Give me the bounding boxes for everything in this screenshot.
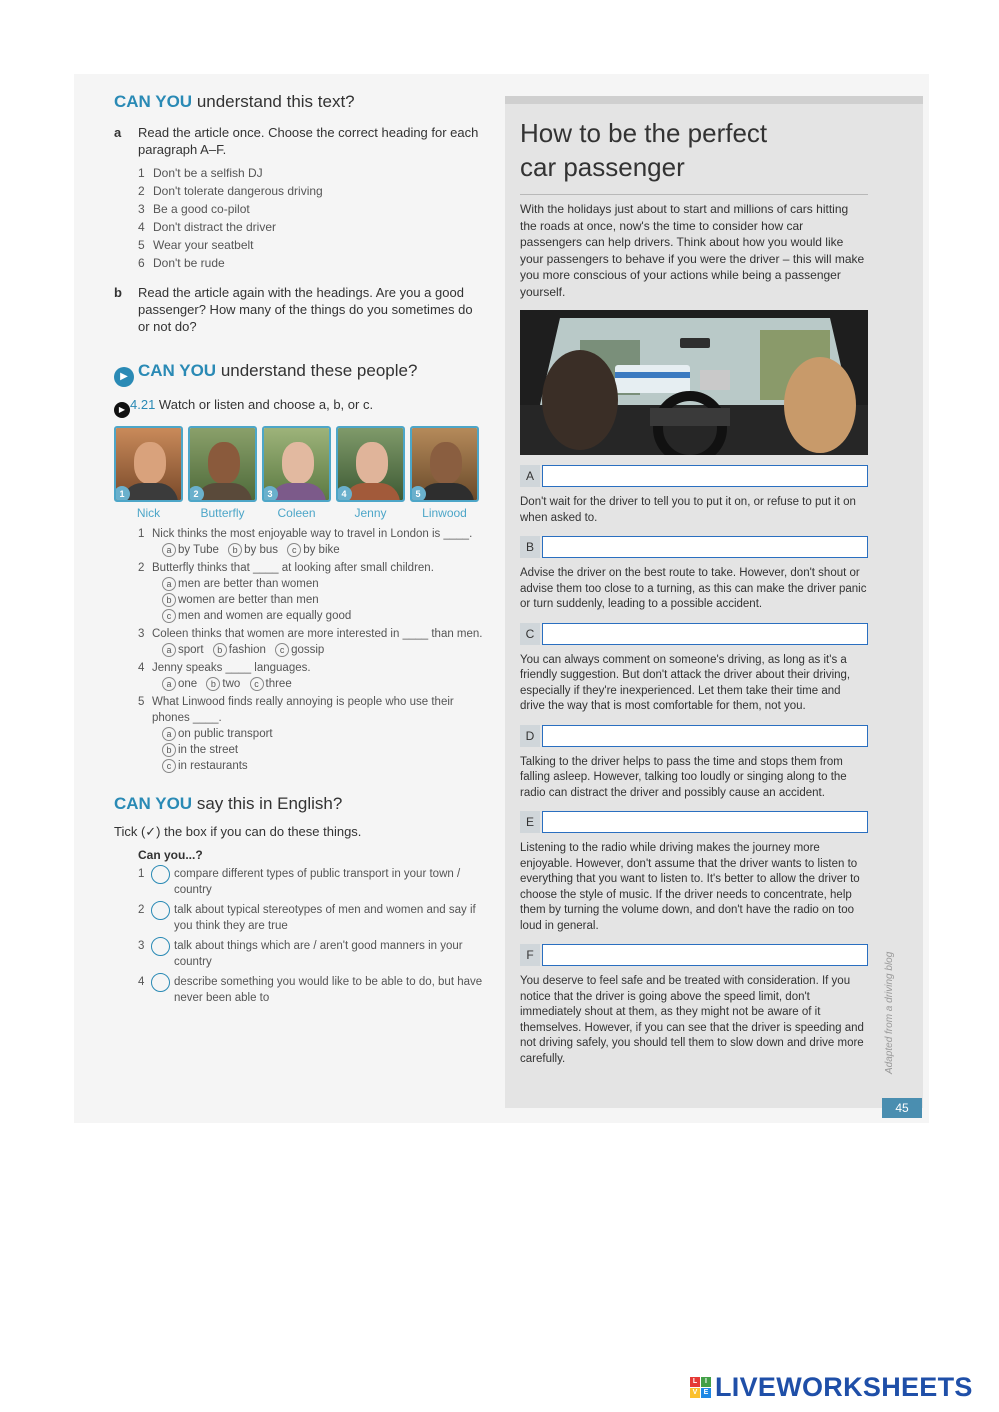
paragraph-b-heading: B — [520, 536, 868, 558]
person-jenny: 4 Jenny — [336, 426, 405, 520]
divider — [520, 194, 868, 195]
heading-item: 5 Wear your seatbelt — [138, 238, 254, 252]
article-panel — [505, 96, 923, 1108]
workbook-page — [74, 74, 929, 1123]
article-title: How to be the perfect car passenger — [520, 118, 768, 182]
option-c[interactable]: c gossip — [275, 642, 324, 658]
person-photo: 2 — [188, 426, 257, 502]
page-number: 45 — [882, 1098, 922, 1118]
option-c[interactable]: c in restaurants — [162, 758, 478, 774]
person-nick: 1 Nick — [114, 426, 183, 520]
paragraph-a-text: Don't wait for the driver to tell you to put it on, or refuse to put it on when asked to. — [520, 496, 856, 524]
liveworksheets-brand: L I V E LIVEWORKSHEETS — [690, 1372, 973, 1403]
option-b[interactable]: b women are better than men — [162, 592, 478, 608]
heading-answer-box-a[interactable] — [542, 465, 868, 487]
section-understand-text-heading: CAN YOU understand this text? — [114, 92, 355, 111]
skill-item: 3 talk about things which are / aren't good manners in your country — [138, 938, 484, 970]
skill-item: 1 compare different types of public transport in your town / country — [138, 866, 484, 898]
section-say-in-english-heading: CAN YOU say this in English? — [114, 794, 343, 813]
heading-answer-box-c[interactable] — [542, 623, 868, 645]
option-b[interactable]: b fashion — [213, 642, 266, 658]
people-photos — [114, 426, 484, 520]
paragraph-d-heading: D — [520, 725, 868, 747]
can-you-label: Can you...? — [138, 848, 203, 862]
heading-answer-box-b[interactable] — [542, 536, 868, 558]
paragraph-c-heading: C — [520, 623, 868, 645]
task-a: a Read the article once. Choose the correct heading for each paragraph A–F. — [114, 125, 479, 157]
source-credit: Adapted from a driving blog — [884, 951, 895, 1074]
headings-list — [138, 164, 484, 272]
person-butterfly: 2 Butterfly — [188, 426, 257, 520]
option-b[interactable]: b two — [206, 676, 240, 692]
tick-instruction: Tick (✓) the box if you can do these things. — [114, 824, 362, 839]
option-a[interactable]: a one — [162, 676, 197, 692]
skill-item: 2 talk about typical stereotypes of men and women and say if you think they are true — [138, 902, 484, 934]
option-b[interactable]: b in the street — [162, 742, 478, 758]
paragraph-d-text: Talking to the driver helps to pass the time and stops them from falling asleep. However, talking too loudly or singing along to the radio can distract the driver and possibly cause an accident. — [520, 755, 847, 799]
liveworksheets-logo-icon: L I V E — [690, 1377, 711, 1398]
section-understand-people-heading: ▶ CAN YOU understand these people? — [114, 361, 484, 387]
person-linwood: 5 Linwood — [410, 426, 479, 520]
question-3: 3 Coleen thinks that women are more interested in ____ than men. a sport b fashion c gossip — [138, 628, 483, 656]
paragraph-e-heading: E — [520, 811, 868, 833]
question-5: 5 What Linwood finds really annoying is people who use their phones ____. a on public transport b in the street c in restaurants — [138, 694, 484, 774]
paragraph-f-heading: F — [520, 944, 868, 966]
question-4: 4 Jenny speaks ____ languages. a one b two c three — [138, 662, 311, 690]
paragraph-c-text: You can always comment on someone's driving, as long as it's a friendly suggestion. But don't attack the driver about their driving, especially if they're inexperienced. Let them take their time and drive the way that is most comfortable for them, not you. — [520, 653, 851, 712]
play-icon[interactable]: ▶ — [114, 367, 134, 387]
paragraph-a-heading: A — [520, 465, 868, 487]
paragraph-e-text: Listening to the radio while driving makes the journey more enjoyable. However, don't assume that the driver wants to listen to everything that you want to listen to. It's better to allow the driver to choose the style of music. If the driver needs to concentrate, help them by turning the volume down, and don't have the radio on too loud in general. — [520, 842, 860, 932]
person-photo: 4 — [336, 426, 405, 502]
tick-box[interactable] — [151, 973, 170, 992]
listening-questions — [138, 526, 484, 774]
audio-play-icon[interactable]: ▶ — [114, 402, 130, 418]
tick-box[interactable] — [151, 865, 170, 884]
person-photo: 3 — [262, 426, 331, 502]
option-c[interactable]: c by bike — [287, 542, 339, 558]
option-c[interactable]: c men and women are equally good — [162, 608, 478, 624]
heading-item: 6 Don't be rude — [138, 256, 225, 270]
car-interior-photo — [520, 310, 868, 455]
heading-item: 4 Don't distract the driver — [138, 220, 277, 234]
heading-answer-box-f[interactable] — [542, 944, 868, 966]
paragraph-f-text: You deserve to feel safe and be treated with consideration. If you notice that the driver is going above the speed limit, don't immediately shout at them, as they might not be aware of it themselves. However, if you can see that the driver is speeding and not driving safely, you should tell them to slow down and drive more carefully. — [520, 975, 864, 1065]
option-a[interactable]: a sport — [162, 642, 204, 658]
task-b: b Read the article again with the headings. Are you a good passenger? How many of the things do you sometimes do or not do? — [114, 285, 473, 334]
question-1: 1 Nick thinks the most enjoyable way to travel in London is ____. a by Tube b by bus c by bike — [138, 528, 473, 556]
heading-item: 2 Don't tolerate dangerous driving — [138, 184, 323, 198]
person-photo: 5 — [410, 426, 479, 502]
skills-list — [138, 866, 484, 1006]
option-a[interactable]: a men are better than women — [162, 576, 478, 592]
heading-item: 3 Be a good co-pilot — [138, 202, 250, 216]
heading-answer-box-d[interactable] — [542, 725, 868, 747]
paragraph-b-text: Advise the driver on the best route to take. However, don't shout or advise them too close to a turning, as this can make the driver panic or turn suddenly, leading to a possible accident. — [520, 567, 867, 610]
tick-box[interactable] — [151, 901, 170, 920]
tick-box[interactable] — [151, 937, 170, 956]
question-2: 2 Butterfly thinks that ____ at looking after small children. a men are better than women b women are better than men c men and women are equally good — [138, 560, 484, 624]
left-column — [114, 92, 484, 1006]
option-a[interactable]: a on public transport — [162, 726, 478, 742]
person-photo: 1 — [114, 426, 183, 502]
person-coleen: 3 Coleen — [262, 426, 331, 520]
listening-instruction: ▶ 4.21 Watch or listen and choose a, b, or c. — [114, 397, 484, 418]
option-a[interactable]: a by Tube — [162, 542, 219, 558]
option-c[interactable]: c three — [250, 676, 292, 692]
option-b[interactable]: b by bus — [228, 542, 278, 558]
skill-item: 4 describe something you would like to be able to do, but have never been able to — [138, 974, 484, 1006]
article-intro: With the holidays just about to start and millions of cars hitting the roads at once, now's the time to consider how car passengers can help drivers. Think about how you would like your passengers to behave if you were the driver – this will make you more conscious of your actions while being a passenger yourself. — [520, 202, 865, 299]
heading-answer-box-e[interactable] — [542, 811, 868, 833]
heading-item: 1 Don't be a selfish DJ — [138, 166, 263, 180]
